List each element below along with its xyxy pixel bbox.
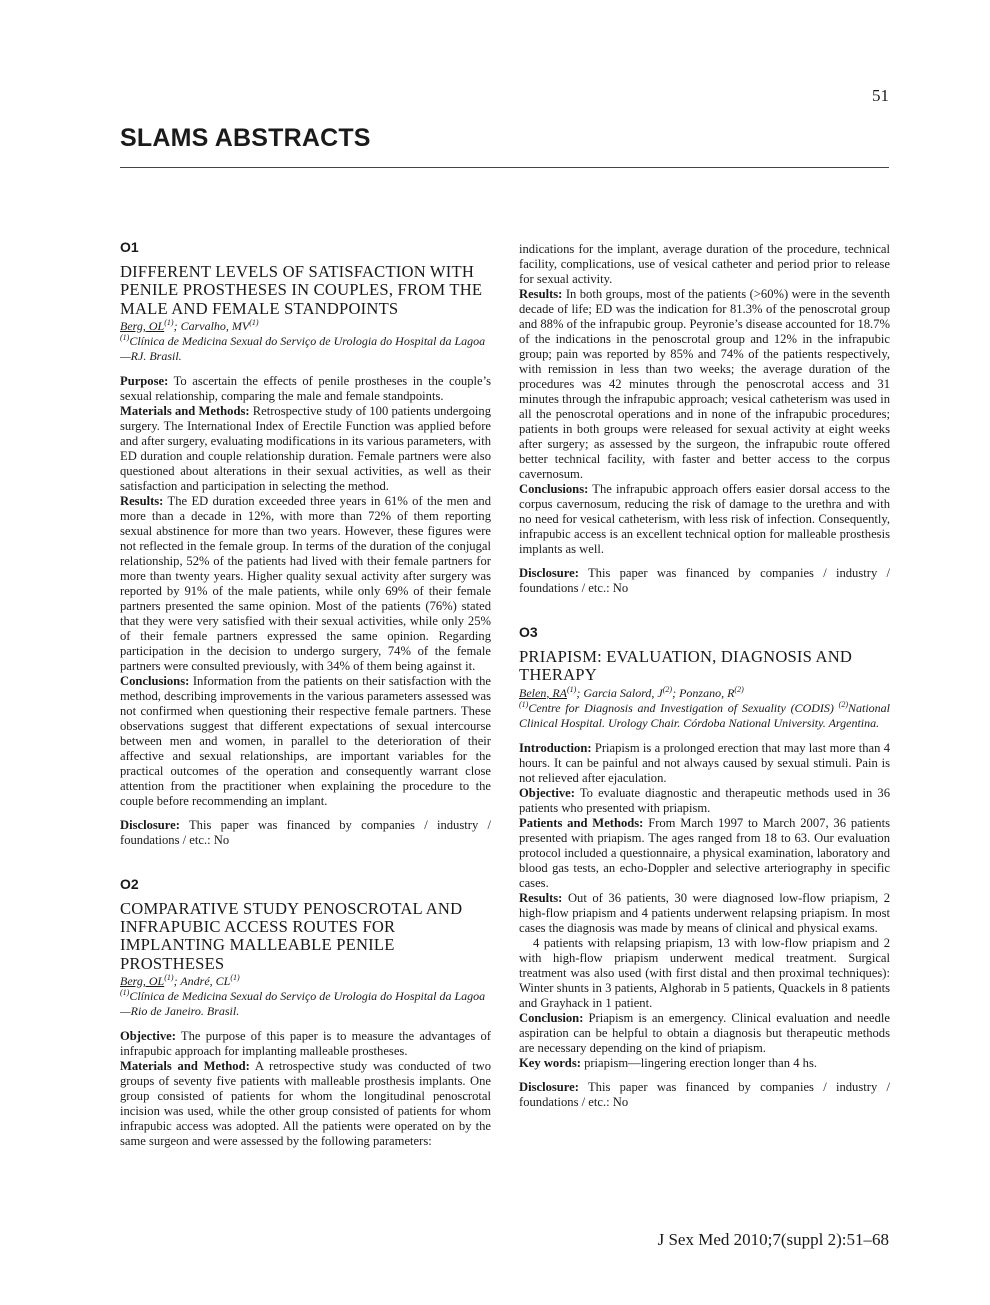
- section-text: Information from the patients on their satisfaction with the method, describing improvements in the various parameters assessed was not confirmed when questioning their respective female partners. These observations suggest that different expectations of sexual intercourse between men and women, in parallel to the deterioration of their affective and sexual relationships, are important variables for the practical outcomes of the operation and consequently warrant close attention from the practitioner when explaining the procedure to the couple before recommending an implant.: [120, 673, 491, 808]
- abstract-purpose: [120, 374, 491, 404]
- section-label: Results:: [120, 493, 164, 508]
- abstract-objective: [519, 786, 890, 816]
- section-text: Priapism is a prolonged erection that may last more than 4 hours. It can be painful and not always caused by sexual stimuli. Pain is not relieved after ejaculation.: [519, 740, 890, 785]
- section-label: Materials and Method:: [120, 1059, 250, 1074]
- affiliation-mark: (1): [519, 699, 529, 709]
- abstract-conclusions: [120, 674, 491, 809]
- abstract-disclosure: [519, 1080, 890, 1110]
- abstract-o3: [519, 625, 890, 1110]
- author-name: Belen, RA: [519, 685, 567, 700]
- affiliation-text: Centre for Diagnosis and Investigation of Sexuality (CODIS): [528, 700, 839, 715]
- author-separator: ;: [672, 685, 680, 700]
- abstract-methods-continued: [519, 242, 890, 287]
- author-affiliation-mark: (2): [734, 684, 744, 694]
- section-text: This paper was financed by companies / industry / foundations / etc.: No: [120, 817, 491, 847]
- abstract-treatment: [519, 936, 890, 1011]
- section-text: indications for the implant, average duration of the procedure, technical facility, complications, use of vesical catheter and period prior to release for sexual activity.: [519, 242, 890, 286]
- author-name: Ponzano, R: [679, 685, 735, 700]
- abstract-disclosure: [519, 566, 890, 596]
- section-text: From March 1997 to March 2007, 36 patients presented with priapism. The ages ranged from 18 to 63. Our evaluation protocol included a questionnaire, a physical examination, laboratory and blood gas tests, an echo-Doppler and selective arteriography in specific cases.: [519, 815, 890, 890]
- affiliation: [120, 334, 491, 364]
- left-column: [120, 240, 491, 1149]
- author-name: André, CL: [180, 974, 231, 989]
- section-title: SLAMS ABSTRACTS: [120, 124, 371, 152]
- section-text: Priapism is an emergency. Clinical evaluation and needle aspiration can be helpful to obtain a diagnosis but therapeutic methods are necessary depending on the kind of priapism.: [519, 1010, 890, 1055]
- section-text: A retrospective study was conducted of two groups of seventy five patients with malleable prosthesis implants. One group consisted of patients for whom the longitudinal penoscrotal incision was used, while the other group consisted of patients for whom infrapubic access was adopted. All the patients were operated on by the same surgeon and were assessed by the following parameters:: [120, 1059, 491, 1149]
- affiliation-text: Clínica de Medicina Sexual do Serviço de Urologia do Hospital da Lagoa—Rio de Janeiro. Brasil.: [120, 989, 486, 1019]
- section-text: The infrapubic approach offers easier dorsal access to the corpus cavernosum, reducing the risk of damage to the urethra and with no need for vesical catheterism, with less risk of infection. Consequently, infrapubic access is an excellent technical option for malleable prosthesis implants as well.: [519, 482, 890, 556]
- section-label: Disclosure:: [519, 1079, 579, 1094]
- abstract-methods: [120, 1059, 491, 1149]
- abstract-objective: [120, 1029, 491, 1059]
- abstract-title: DIFFERENT LEVELS OF SATISFACTION WITH PENILE PROSTHESES IN COUPLES, FROM THE MALE AND FEMALE STANDPOINTS: [120, 262, 483, 318]
- section-text: To ascertain the effects of penile prostheses in the couple’s sexual relationship, comparing the male and female standpoints.: [120, 373, 491, 403]
- author-separator: ;: [173, 974, 181, 989]
- section-label: Conclusion:: [519, 1010, 584, 1025]
- affiliation-mark: (1): [120, 988, 130, 998]
- author-name: Berg, OL: [120, 974, 165, 989]
- abstract-id: O3: [519, 624, 538, 640]
- affiliation-mark: (1): [120, 332, 130, 342]
- section-text: This paper was financed by companies / industry / foundations / etc.: No: [519, 1079, 890, 1109]
- abstract-results: [519, 287, 890, 482]
- abstract-introduction: [519, 741, 890, 786]
- author-affiliation-mark: (1): [164, 973, 174, 983]
- title-divider: [120, 167, 889, 168]
- affiliation-text: Clínica de Medicina Sexual do Serviço de Urologia do Hospital da Lagoa—RJ. Brasil.: [120, 333, 486, 363]
- abstract-o1: [120, 240, 491, 848]
- author-affiliation-mark: (1): [249, 317, 259, 327]
- abstract-results: [120, 494, 491, 674]
- author-list: [120, 974, 491, 989]
- author-affiliation-mark: (1): [230, 973, 240, 983]
- section-label: Patients and Methods:: [519, 815, 644, 830]
- section-text: priapism—lingering erection longer than 4 hs.: [580, 1055, 817, 1070]
- author-affiliation-mark: (2): [662, 684, 673, 694]
- section-text: In both groups, most of the patients (>60%) were in the seventh decade of life; ED was the indication for 81.3% of the penoscrotal group and 88% of the infrapubic group. Peyronie’s disease accounted for 18.7% of the indications in the penoscrotal group and 12% in the infrapubic group; pain was reported by 85% and 74% of the patients respectively, with remission in less than two weeks; the average duration of the procedures was 42 minutes through the penoscrotal access and 31 minutes through the infrapubic approach; vesical catheterism was used in all the penoscrotal operations and in none of the infrapubic procedures; patients in both groups were released for sexual activity at eight weeks after surgery; as assessed by the surgeon, the infrapubic route offered better technical facility, with faster and better access to the corpus cavernosum.: [519, 287, 890, 481]
- author-name: Garcia Salord, J: [583, 685, 663, 700]
- author-separator: ;: [173, 318, 181, 333]
- abstract-methods: [120, 404, 491, 494]
- abstract-methods: [519, 816, 890, 891]
- section-label: Purpose:: [120, 373, 169, 388]
- section-label: Disclosure:: [519, 566, 579, 580]
- abstract-conclusion: [519, 1011, 890, 1056]
- section-label: Materials and Methods:: [120, 403, 250, 418]
- spacer: [120, 848, 491, 877]
- affiliation: [120, 989, 491, 1019]
- abstract-o2-continued: [519, 242, 890, 596]
- author-name: Carvalho, MV: [180, 318, 250, 333]
- section-text: The ED duration exceeded three years in 61% of the men and more than a decade in 12%, with more than 72% of them reporting sexual abstinence for more than two years. However, these figures were not reflected in the female group. In terms of the duration of the conjugal relationship, 52% of the patients had lived with their female partners for more than twenty years. Higher quality sexual activity after surgery was reported by 91% of the male patients, while only 69% of their female partners presented the same opinion. Most of the patients (76%) stated that they were very satisfied with their sexual activities, while only 25% of their female partners expressed the same opinion. Regarding participation in the decision to undergo surgery, 74% of the female partners were consulted previously, with 34% of them being against it.: [120, 493, 491, 673]
- section-label: Introduction:: [519, 740, 592, 755]
- section-text: To evaluate diagnostic and therapeutic methods used in 36 patients who presented with priapism.: [519, 785, 890, 815]
- abstract-id: O2: [120, 875, 139, 892]
- section-text: This paper was financed by companies / industry / foundations / etc.: No: [519, 566, 890, 595]
- author-list: [519, 686, 890, 701]
- spacer: [519, 596, 890, 625]
- affiliation-mark: (2): [838, 699, 848, 709]
- abstract-title: COMPARATIVE STUDY PENOSCROTAL AND INFRAPUBIC ACCESS ROUTES FOR IMPLANTING MALLEABLE PENILE PROSTHESES: [120, 898, 463, 973]
- section-label: Conclusions:: [120, 673, 190, 688]
- section-label: Conclusions:: [519, 482, 589, 496]
- abstract-title: PRIAPISM: EVALUATION, DIAGNOSIS AND THERAPY: [519, 647, 853, 685]
- author-name: Berg, OL: [120, 318, 165, 333]
- abstract-disclosure: [120, 818, 491, 848]
- section-label: Objective:: [519, 785, 575, 800]
- section-label: Key words:: [519, 1055, 581, 1070]
- author-list: [120, 319, 491, 334]
- author-separator: ;: [576, 685, 584, 700]
- right-column: [519, 242, 890, 1110]
- section-label: Disclosure:: [120, 817, 180, 832]
- section-text: 4 patients with relapsing priapism, 13 with low-flow priapism and 2 with high-flow priapism underwent medical treatment. Surgical treatment was also used (with first distal and then proximal techniques): Winter shunts in 3 patients, Alghorab in 5 patients, Quackels in 8 patients and Grayhack in 1 patient.: [519, 935, 890, 1010]
- page-number: 51: [872, 86, 889, 105]
- journal-citation: J Sex Med 2010;7(suppl 2):51–68: [657, 1230, 889, 1249]
- abstract-id: O1: [120, 239, 139, 255]
- affiliation: [519, 701, 890, 731]
- abstract-keywords: [519, 1056, 890, 1071]
- section-text: Out of 36 patients, 30 were diagnosed low-flow priapism, 2 high-flow priapism and 4 patients underwent relapsing priapism. In most cases the diagnosis was made by means of clinical and physical exams.: [519, 890, 890, 935]
- section-text: Retrospective study of 100 patients undergoing surgery. The International Index of Erectile Function was applied before and after surgery, evaluating modifications in its various parameters, with ED duration and couple relationship duration. Female partners were also questioned about alterations in their sexual activities, as well as their satisfaction and participation in selecting the method.: [120, 403, 491, 493]
- section-text: The purpose of this paper is to measure the advantages of infrapubic approach for implanting malleable prostheses.: [120, 1029, 491, 1059]
- abstract-conclusions: [519, 482, 890, 557]
- abstract-o2: [120, 877, 491, 1149]
- abstract-results: [519, 891, 890, 936]
- section-label: Results:: [519, 890, 563, 905]
- author-affiliation-mark: (1): [164, 317, 174, 327]
- section-label: Objective:: [120, 1029, 176, 1044]
- author-affiliation-mark: (1): [566, 684, 577, 694]
- affiliation-text: National Clinical Hospital. Urology Chair. Córdoba National University. Argentina.: [519, 700, 890, 730]
- section-label: Results:: [519, 287, 563, 301]
